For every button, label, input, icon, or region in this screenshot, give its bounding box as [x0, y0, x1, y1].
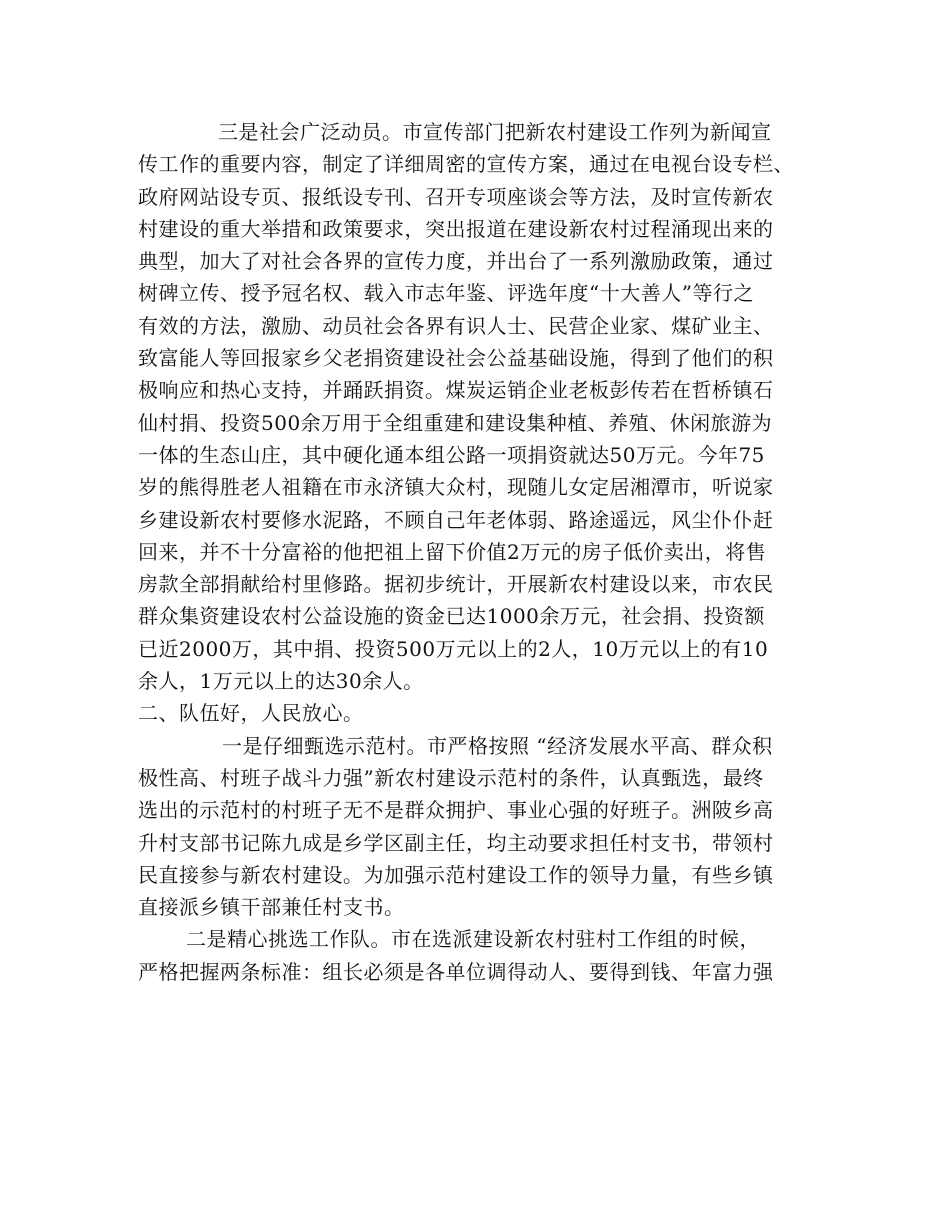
paragraph-line: 升村支部书记陈九成是乡学区副主任，均主动要求担任村支书，带领村 — [138, 830, 774, 855]
paragraph-line: 群众集资建设农村公益设施的资金已达1000余万元，社会捐、投资额 — [138, 604, 765, 629]
paragraph-line: 三是社会广泛动员。市宣传部门把新农村建设工作列为新闻宣 — [218, 120, 772, 144]
paragraph-line: 二是精心挑选工作队。市在选派建设新农村驻村工作组的时候， — [186, 927, 760, 952]
paragraph-line: 选出的示范村的村班子无不是群众拥护、事业心强的好班子。洲陂乡高 — [138, 798, 774, 823]
paragraph-line: 政府网站设专页、报纸设专刊、召开专项座谈会等方法，及时宣传新农 — [138, 184, 774, 209]
paragraph-line: 致富能人等回报家乡父老捐资建设社会公益基础设施，得到了他们的积 — [138, 346, 774, 371]
document-body — [138, 116, 828, 988]
paragraph-line: 一是仔细甄选示范村。市严格按照 “经济发展水平高、群众积 — [222, 733, 773, 758]
paragraph-line: 一体的生态山庄，其中硬化通本组公路一项捐资就达50万元。今年75 — [138, 442, 765, 467]
paragraph-line: 典型，加大了对社会各界的宣传力度，并出台了一系列激励政策，通过 — [138, 249, 774, 274]
paragraph-line: 民直接参与新农村建设。为加强示范村建设工作的领导力量，有些乡镇 — [138, 862, 774, 887]
paragraph-line: 乡建设新农村要修水泥路，不顾自己年老体弱、路途遥远，风尘仆仆赶 — [138, 507, 774, 532]
paragraph-line: 树碑立传、授予冠名权、载入市志年鉴、评选年度“十大善人”等行之 — [138, 281, 754, 306]
section-heading: 二、队伍好，人民放心。 — [138, 701, 364, 726]
paragraph-line: 房款全部捐献给村里修路。据初步统计，开展新农村建设以来，市农民 — [138, 572, 774, 597]
paragraph-line: 有效的方法，激励、动员社会各界有识人士、民营企业家、煤矿业主、 — [138, 313, 774, 338]
paragraph-line: 回来，并不十分富裕的他把祖上留下价值2万元的房子低价卖出，将售 — [138, 539, 767, 564]
paragraph-line: 余人，1万元以上的达30余人。 — [138, 669, 424, 694]
paragraph-line: 直接派乡镇干部兼任村支书。 — [138, 895, 405, 920]
paragraph-line: 村建设的重大举措和政策要求，突出报道在建设新农村过程涌现出来的 — [138, 216, 774, 241]
paragraph-line: 极性高、村班子战斗力强”新农村建设示范村的条件，认真甄选，最终 — [138, 765, 764, 790]
paragraph-line: 仙村捐、投资500余万用于全组重建和建设集种植、养殖、休闲旅游为 — [138, 410, 773, 435]
paragraph-line: 已近2000万，其中捐、投资500万元以上的2人，10万元以上的有10 — [138, 636, 769, 661]
paragraph-line: 极响应和热心支持，并踊跃捐资。煤炭运销企业老板彭传若在哲桥镇石 — [138, 378, 774, 403]
paragraph-line: 严格把握两条标准：组长必须是各单位调得动人、要得到钱、年富力强 — [138, 959, 774, 984]
paragraph-line: 传工作的重要内容，制定了详细周密的宣传方案，通过在电视台设专栏、 — [138, 152, 794, 177]
paragraph-line: 岁的熊得胜老人祖籍在市永济镇大众村，现随儿女定居湘潭市，听说家 — [138, 475, 774, 500]
